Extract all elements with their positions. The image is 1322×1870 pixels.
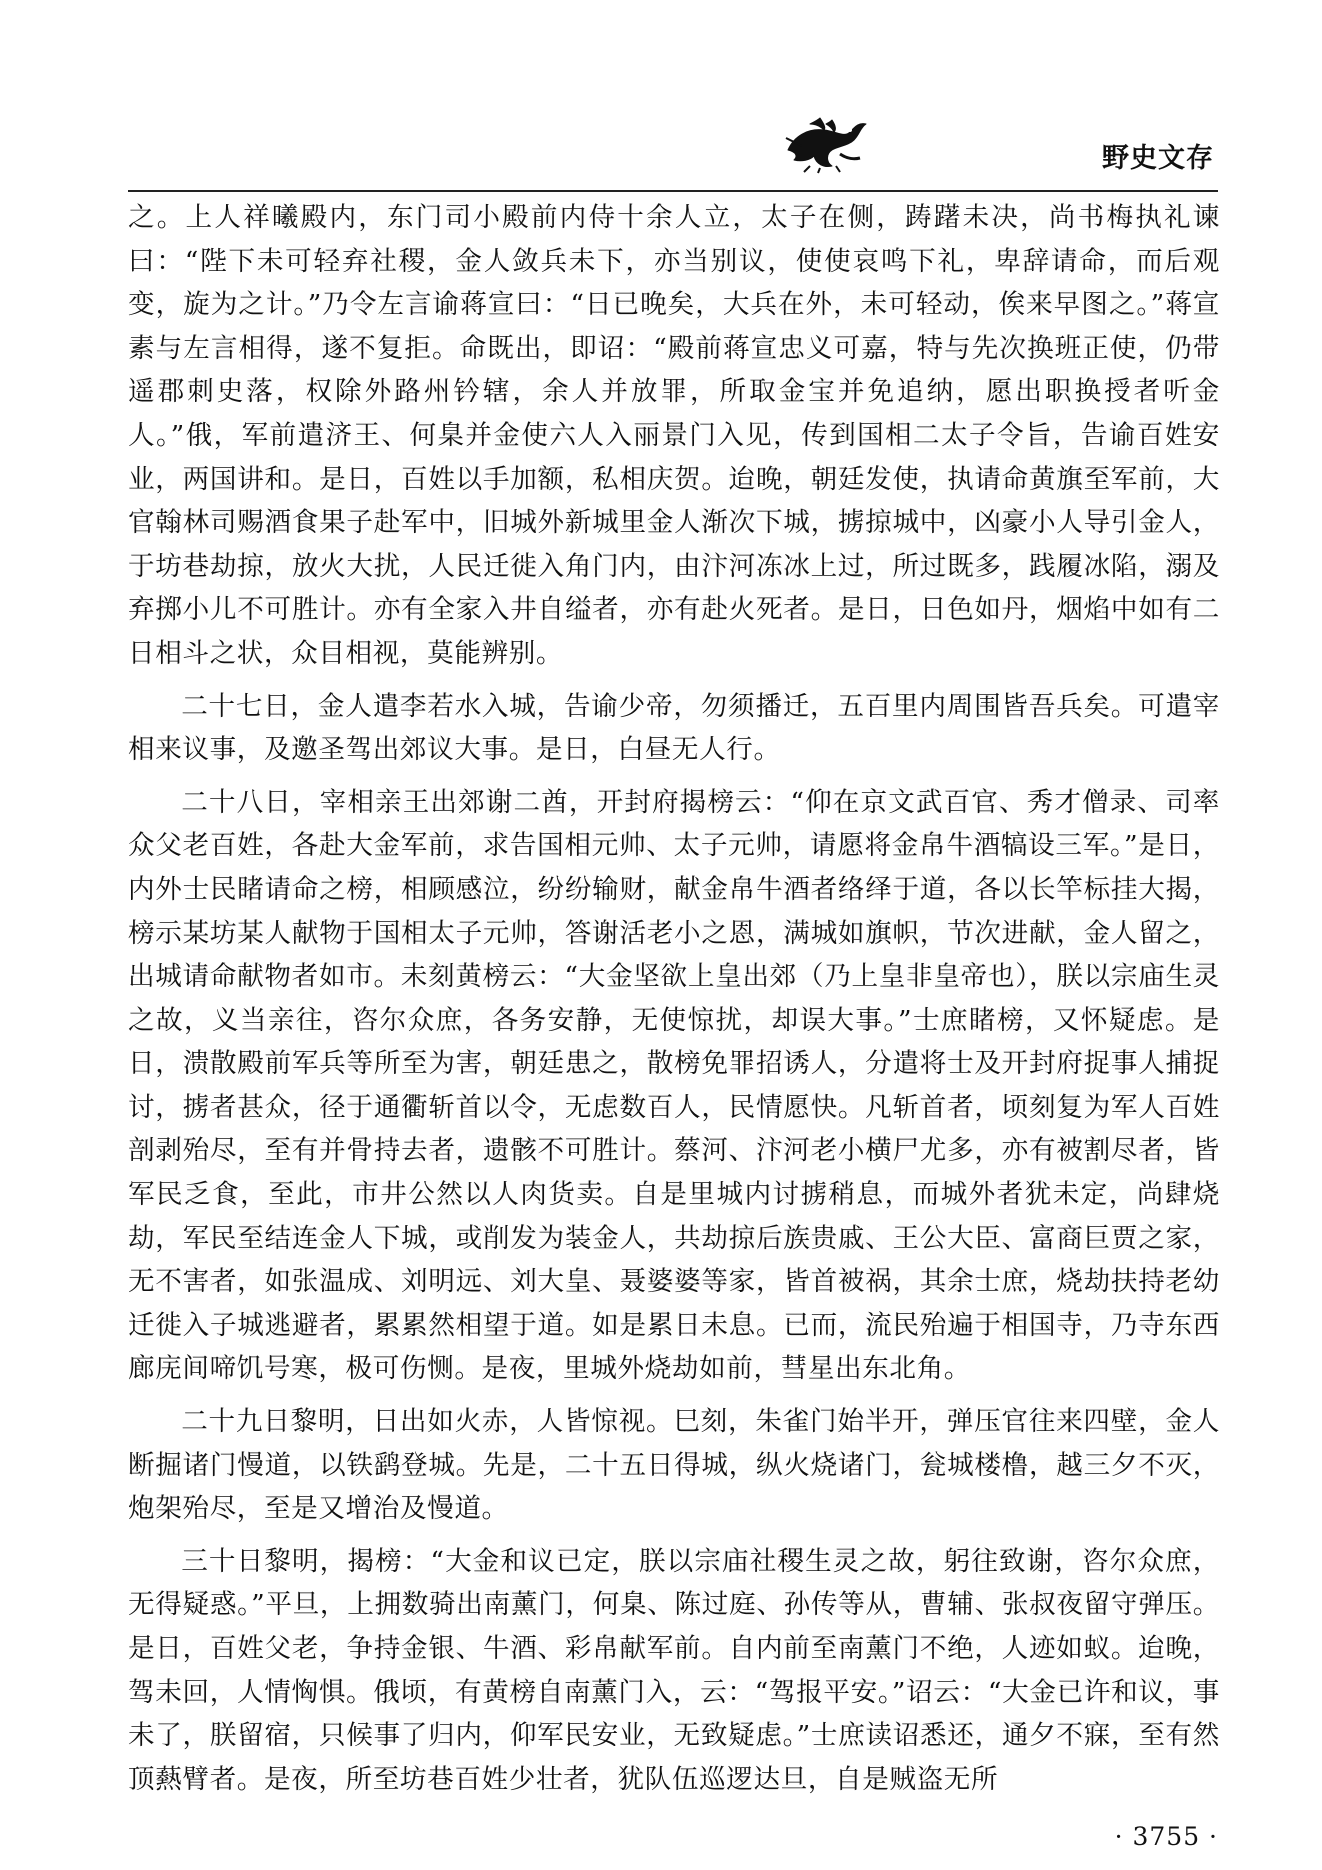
paragraph: 之。上人祥曦殿内，东门司小殿前内侍十余人立，太子在侧，踌躇未决，尚书梅执礼谏曰：“陛下未可轻弃社稷，金人敛兵未下，亦当别议，使使哀鸣下礼，卑辞请命，而后观变，旋为之计。”乃令左言谕蒋宣曰：“日已晚矣，大兵在外，未可轻动，俟来早图之。”蒋宣素与左言相得，遂不复拒。命既出，即诏：“殿前蒋宣忠义可嘉，特与先次换班正使，仍带遥郡刺史落，权除外路州钤辖，余人并放罪，所取金宝并免追纳，愿出职换授者听金人。”俄，军前遣济王、何臬并金使六人入丽景门入见，传到国相二太子令旨，告谕百姓安业，两国讲和。是日，百姓以手加额，私相庆贺。迨晚，朝廷发使，执请命黄旗至军前，大官翰林司赐酒食果子赴军中，旧城外新城里金人渐次下城，掳掠城中，凶豪小人导引金人，于坊巷劫掠，放火大扰，人民迁徙入角门内，由汴河冻冰上过，所过既多，践履冰陷，溺及弃掷小儿不可胜计。亦有全家入井自缢者，亦有赴火死者。是日，日色如丹，烟焰中如有二日相斗之状，众目相视，莫能辨别。	[128, 202, 1220, 669]
paragraph: 二十九日黎明，日出如火赤，人皆惊视。巳刻，朱雀门始半开，弹压官往来四壁，金人断掘诸门慢道，以铁鹞登城。先是，二十五日得城，纵火烧诸门，瓮城楼橹，越三夕不灭，炮架殆尽，至是又增治及慢道。	[128, 1406, 1220, 1525]
text-body	[128, 196, 1220, 1801]
header-divider	[128, 190, 1218, 192]
page-number: · 3755 ·	[1114, 1822, 1218, 1851]
paragraph: 三十日黎明，揭榜：“大金和议已定，朕以宗庙社稷生灵之故，躬往致谢，咨尔众庶，无得疑惑。”平旦，上拥数骑出南薰门，何臬、陈过庭、孙传等从，曹辅、张叔夜留守弹压。是日，百姓父老，争持金银、牛酒、彩帛献军前。自内前至南薰门不绝，人迹如蚁。迨晚，驾未回，人情恟惧。俄顷，有黄榜自南薰门入，云：“驾报平安。”诏云：“大金已许和议，事未了，朕留宿，只候事了归内，仰军民安业，无致疑虑。”士庶读诏悉还，通夕不寐，至有然顶爇臂者。是夜，所至坊巷百姓少壮者，犹队伍巡逻达旦，自是贼盗无所	[128, 1545, 1220, 1795]
running-header-title: 野史文存	[1102, 143, 1214, 174]
dragon-icon	[780, 110, 870, 174]
running-header	[760, 110, 1220, 180]
paragraph: 二十七日，金人遣李若水入城，告谕少帝，勿须播迁，五百里内周围皆吾兵矣。可遣宰相来议事，及邀圣驾出郊议大事。是日，白昼无人行。	[128, 690, 1220, 766]
paragraph: 二十八日，宰相亲王出郊谢二酋，开封府揭榜云：“仰在京文武百官、秀才僧录、司率众父老百姓，各赴大金军前，求告国相元帅、太子元帅，请愿将金帛牛酒犒设三军。”是日，内外士民睹请命之榜，相顾感泣，纷纷输财，献金帛牛酒者络绎于道，各以长竿标挂大揭，榜示某坊某人献物于国相太子元帅，答谢活老小之恩，满城如旗帜，节次进献，金人留之，出城请命献物者如市。未刻黄榜云：“大金坚欲上皇出郊（乃上皇非皇帝也），朕以宗庙生灵之故，义当亲往，咨尔众庶，各务安静，无使惊扰，却误大事。”士庶睹榜，又怀疑虑。是日，溃散殿前军兵等所至为害，朝廷患之，散榜免罪招诱人，分遣将士及开封府捉事人捕捉讨，掳者甚众，径于通衢斩首以令，无虑数百人，民情愿快。凡斩首者，顷刻复为军人百姓剖剥殆尽，至有并骨持去者，遗骸不可胜计。蔡河、汴河老小横尸尤多，亦有被割尽者，皆军民乏食，至此，市井公然以人肉货卖。自是里城内讨掳稍息，而城外者犹未定，尚肆烧劫，军民至结连金人下城，或削发为装金人，共劫掠后族贵戚、王公大臣、富商巨贾之家，无不害者，如张温成、刘明远、刘大皇、聂婆婆等家，皆首被祸，其余士庶，烧劫扶持老幼迁徙入子城逃避者，累累然相望于道。如是累日未息。已而，流民殆遍于相国寺，乃寺东西廊庑间啼饥号寒，极可伤恻。是夜，里城外烧劫如前，彗星出东北角。	[128, 786, 1220, 1385]
